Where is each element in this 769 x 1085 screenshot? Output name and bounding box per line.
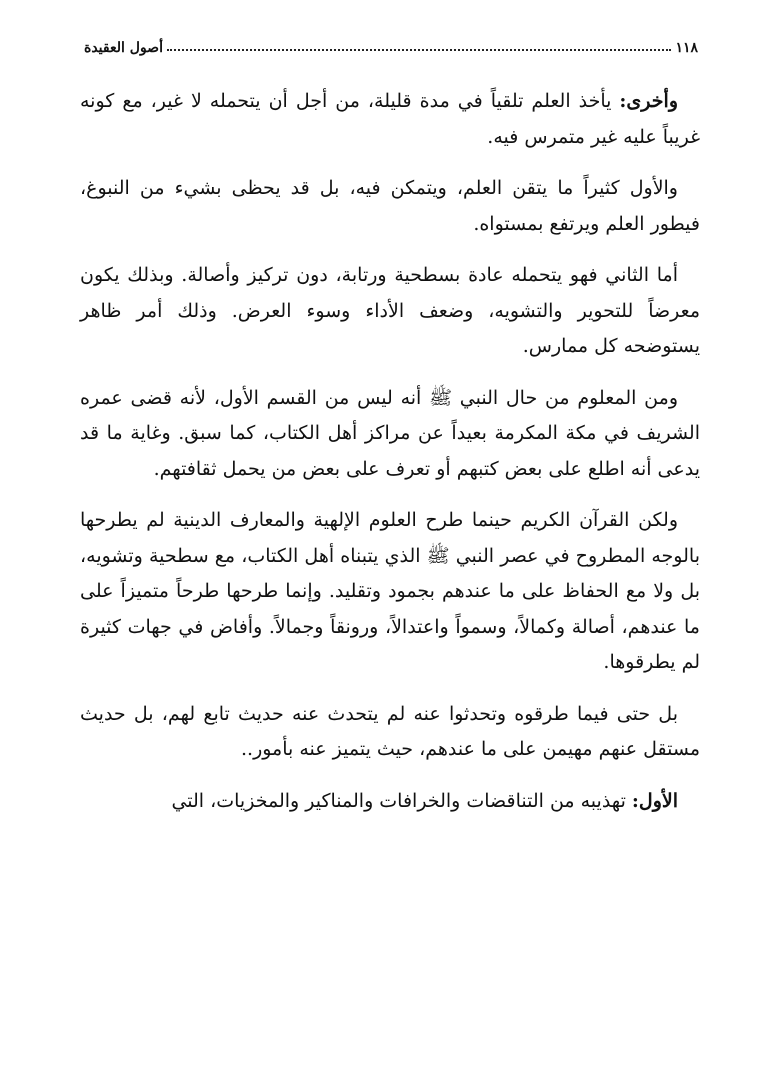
paragraph [80,697,700,768]
paragraph-text: يأخذ العلم تلقياً في مدة قليلة، من أجل أن يتحمله لا غير، مع كونه غريباً عليه غير متمرس فيه. [80,90,700,148]
paragraph-text: والأول كثيراً ما يتقن العلم، ويتمكن فيه، بل قد يحظى بشيء من النبوغ، فيطور العلم ويرتفع بمستواه. [80,177,700,235]
book-page [80,0,700,1085]
paragraph [80,171,700,242]
paragraph-text: أما الثاني فهو يتحمله عادة بسطحية ورتابة، دون تركيز وأصالة. وبذلك يكون معرضاً للتحوير والتشويه، وضعف الأداء وسوء العرض. وذلك أمر ظاهر يستوضحه كل ممارس. [80,264,700,357]
paragraph-lead: وأخرى: [619,90,678,112]
paragraph [80,258,700,365]
page-number: ١١٨ [675,40,698,56]
running-title: أصول العقيدة [84,40,163,56]
paragraph-text: بل حتى فيما طرقوه وتحدثوا عنه لم يتحدث عنه حديث تابع لهم، بل حديث مستقل عنهم مهيمن على ما عندهم، حيث يتميز عنه بأمور.. [80,702,700,760]
body-text [80,84,700,835]
paragraph [80,784,700,820]
paragraph [80,84,700,155]
paragraph [80,381,700,488]
paragraph [80,503,700,681]
header-dotted-leader [167,49,671,51]
running-header [80,32,700,56]
paragraph-text: تهذيبه من التناقضات والخرافات والمناكير والمخزيات، التي [171,789,632,812]
paragraph-text: ومن المعلوم من حال النبي ﷺ أنه ليس من القسم الأول، لأنه قضى عمره الشريف في مكة المكرمة بعيداً عن مراكز أهل الكتاب، كما سبق. وغاية ما قد يدعى أنه اطلع على بعض كتبهم أو تعرف على بعض من يحمل ثقافتهم. [80,386,700,480]
paragraph-text: ولكن القرآن الكريم حينما طرح العلوم الإلهية والمعارف الدينية لم يطرحها بالوجه المطروح في عصر النبي ﷺ الذي يتبناه أهل الكتاب، مع سطحية وتشويه، بل ولا مع الحفاظ على ما عندهم بجمود وتقليد. وإنما طرحها طرحاً متميزاً على ما عندهم، أصالة وكمالاً، وسمواً واعتدالاً، ورونقاً وجمالاً. وأفاض في جهات كثيرة لم يطرقوها. [80,509,700,673]
paragraph-lead: الأول: [631,789,678,812]
